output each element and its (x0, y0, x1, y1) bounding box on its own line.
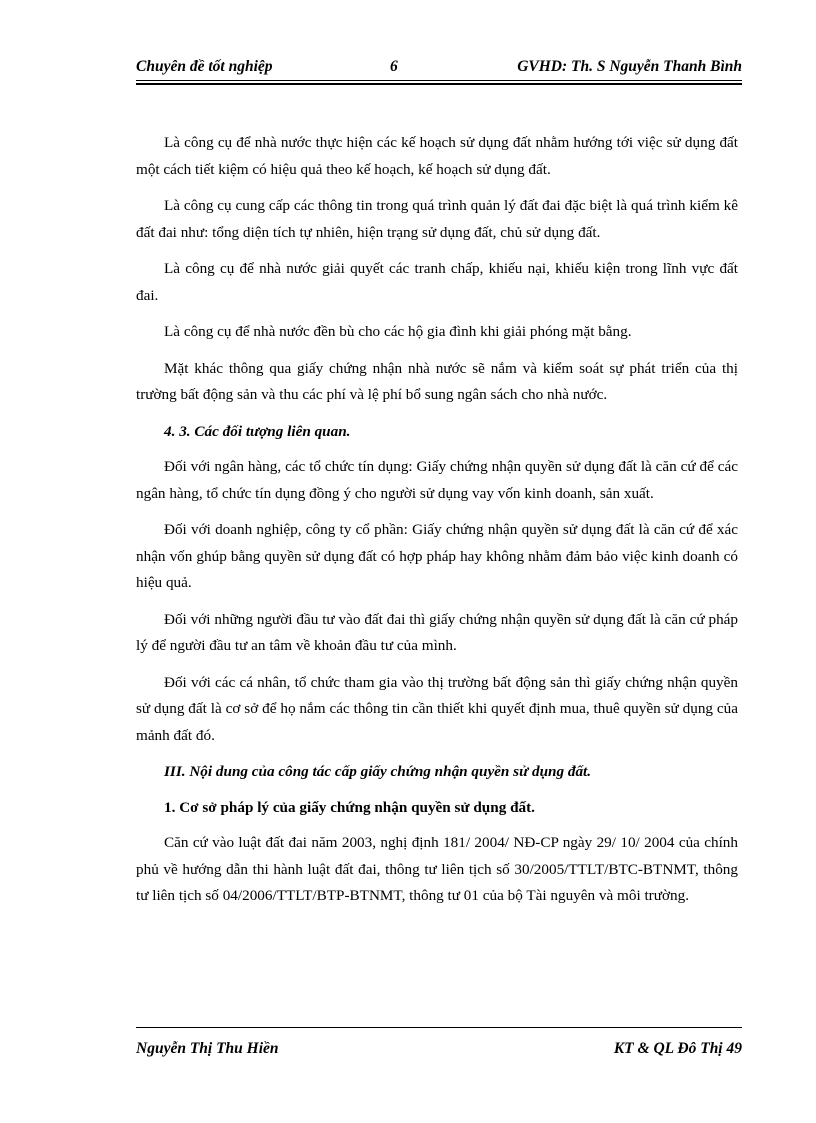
header-rule-thin (136, 80, 742, 81)
paragraph: Là công cụ cung cấp các thông tin trong quá trình quản lý đất đai đặc biệt là quá trình kiểm kê đất đai như: tổng diện tích tự nhiên, hiện trạng sử dụng đất, chủ sử dụng đất. (136, 197, 738, 241)
paragraph: Đối với các cá nhân, tổ chức tham gia vào thị trường bất động sản thì giấy chứng nhận quyền sử dụng đất là cơ sở để họ nắm các thông tin cần thiết khi quyết định mua, thuê quyền sử dụng của mảnh đất đó. (136, 673, 738, 744)
page-header (136, 56, 742, 80)
section-heading-III: III. Nội dung của công tác cấp giấy chứng nhận quyền sử dụng đất. (164, 763, 592, 780)
paragraph: Đối với ngân hàng, các tổ chức tín dụng: Giấy chứng nhận quyền sử dụng đất là căn cứ để các ngân hàng, tổ chức tín dụng đồng ý cho người sử dụng vay vốn kinh doanh, sản xuất. (136, 458, 738, 502)
header-rule-thick (136, 83, 742, 85)
header-supervisor: GVHD: Th. S Nguyễn Thanh Bình (517, 58, 742, 75)
paragraph: Mặt khác thông qua giấy chứng nhận nhà nước sẽ nắm và kiểm soát sự phát triển của thị trường bất động sản và thu các phí và lệ phí bổ sung ngân sách cho nhà nước. (136, 359, 738, 403)
footer-rule (136, 1027, 742, 1028)
paragraph: Là công cụ để nhà nước giải quyết các tranh chấp, khiếu nại, khiếu kiện trong lĩnh vực đất đai. (136, 260, 738, 304)
paragraph: Là công cụ để nhà nước thực hiện các kế hoạch sử dụng đất nhằm hướng tới việc sử dụng đất một cách tiết kiệm có hiệu quả theo kế hoạch, kế hoạch sử dụng đất. (136, 134, 738, 178)
header-document-type: Chuyên đề tốt nghiệp (136, 58, 273, 75)
paragraph: Đối với những người đầu tư vào đất đai thì giấy chứng nhận quyền sử dụng đất là căn cứ pháp lý để người đầu tư an tâm về khoản đầu tư của mình. (136, 610, 738, 654)
section-heading-4-3: 4. 3. Các đối tượng liên quan. (164, 422, 351, 440)
paragraph: Căn cứ vào luật đất đai năm 2003, nghị định 181/ 2004/ NĐ-CP ngày 29/ 10/ 2004 của chính phủ về hướng dẫn thi hành luật đất đai, thông tư liên tịch số 30/2005/TTLT/BTC-BTNMT, thông tư liên tịch số 04/2006/TTLT/BTP-BTNMT, thông tư 01 của bộ Tài nguyên và môi trường. (136, 834, 738, 904)
paragraph: Là công cụ để nhà nước đền bù cho các hộ gia đình khi giải phóng mặt bằng. (164, 323, 632, 340)
paragraph: Đối với doanh nghiệp, công ty cổ phần: Giấy chứng nhận quyền sử dụng đất là căn cứ để xác nhận vốn ghúp bằng quyền sử dụng đất có hợp pháp hay không nhằm đảm bảo việc kinh doanh có hiệu quả. (136, 521, 738, 591)
page-body (136, 130, 738, 920)
header-page-number: 6 (390, 58, 398, 75)
footer-author: Nguyễn Thị Thu Hiền (136, 1040, 279, 1057)
section-heading-1: 1. Cơ sở pháp lý của giấy chứng nhận quyền sử dụng đất. (164, 798, 535, 816)
footer-class: KT & QL Đô Thị 49 (613, 1040, 742, 1057)
